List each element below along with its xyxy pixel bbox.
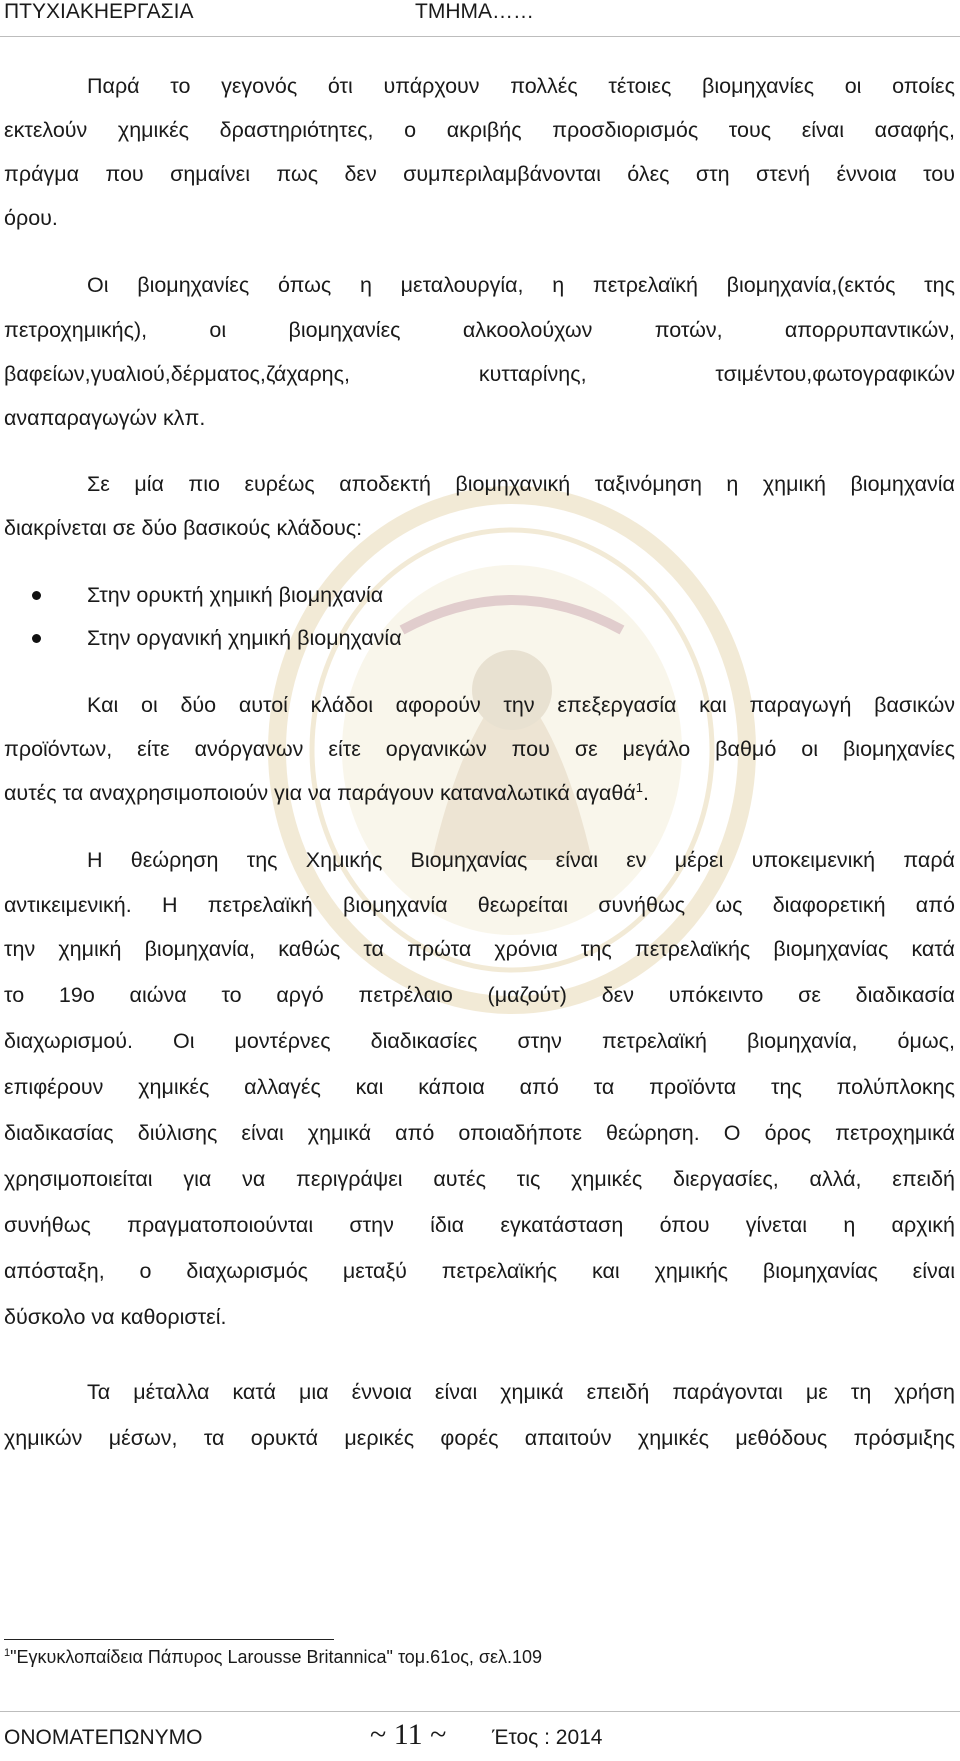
paragraph-2-line-2: πετροχημικής), οι βιομηχανίες αλκοολούχων ποτών, απορρυπαντικών, xyxy=(4,318,955,342)
paragraph-5-line-7: διαδικασίας διύλισης είναι χημικά από οποιαδήποτε θεώρηση. Ο όρος πετροχημικά xyxy=(4,1121,955,1145)
paragraph-2-line-1: Οι βιομηχανίες όπως η μεταλουργία, η πετρελαϊκή βιομηχανία,(εκτός της xyxy=(87,273,955,297)
paragraph-5-line-3: την χημική βιομηχανία, καθώς τα πρώτα χρόνια της πετρελαϊκής βιομηχανίας κατά xyxy=(4,937,955,961)
paragraph-1-line-3: πράγμα που σημαίνει πως δεν συμπεριλαμβάνονται όλες στη στενή έννοια του xyxy=(4,162,955,186)
paragraph-1-line-1: Παρά το γεγονός ότι υπάρχουν πολλές τέτοιες βιομηχανίες οι οποίες xyxy=(87,74,955,98)
footer-divider xyxy=(0,1711,960,1712)
paragraph-5-line-1: Η θεώρηση της Χημικής Βιομηχανίας είναι εν μέρει υποκειμενική παρά xyxy=(87,848,955,872)
paragraph-4-line-3-text: αυτές τα αναχρησιμοποιούν για να παράγουν καταναλωτικά αγαθά xyxy=(4,781,636,805)
paragraph-5-line-6: επιφέρουν χημικές αλλαγές και κάποια από τα προϊόντα της πολύπλοκης xyxy=(4,1075,955,1099)
footnote-reference[interactable]: 1 xyxy=(635,779,643,795)
paragraph-5-line-5: διαχωρισμού. Οι μοντέρνες διαδικασίες στην πετρελαϊκή βιομηχανία, όμως, xyxy=(4,1029,955,1053)
footnote-mark: 1 xyxy=(4,1647,11,1659)
paragraph-6-line-1: Τα μέταλλα κατά μια έννοια είναι χημικά επειδή παράγονται με τη χρήση xyxy=(87,1380,955,1404)
paragraph-5-line-10: απόσταξη, ο διαχωρισμός μεταξύ πετρελαϊκής και χημικής βιομηχανίας είναι xyxy=(4,1259,955,1283)
paragraph-5-line-4: το 19ο αιώνα το αργό πετρέλαιο (μαζούτ) δεν υπόκειντο σε διαδικασία xyxy=(4,983,955,1007)
paragraph-2-line-4: αναπαραγωγών κλπ. xyxy=(4,406,206,430)
paragraph-4-line-1: Και οι δύο αυτοί κλάδοι αφορούν την επεξεργασία και παραγωγή βασικών xyxy=(87,693,955,717)
header-left: ΠΤΥΧΙΑΚΗΕΡΓΑΣΙΑ xyxy=(4,0,194,23)
paragraph-5-line-11: δύσκολο να καθοριστεί. xyxy=(4,1305,227,1329)
footnote-text: "Εγκυκλοπαίδεια Πάπυρος Larousse Britannica" τομ.61ος, σελ.109 xyxy=(10,1647,543,1667)
paragraph-5-line-8: χρησιμοποιείται για να περιγράψει αυτές τις χημικές διεργασίες, αλλά, επειδή xyxy=(4,1167,955,1191)
bullet-text: Στην ορυκτή χημική βιομηχανία xyxy=(87,583,384,607)
paragraph-2-line-3: βαφείων,γυαλιού,δέρματος,ζάχαρης, κυτταρίνης, τσιμέντου,φωτογραφικών xyxy=(4,362,955,386)
paragraph-4-line-2: προϊόντων, είτε ανόργανων είτε οργανικών που σε μεγάλο βαθμό οι βιομηχανίες xyxy=(4,737,955,761)
paragraph-5-line-2: αντικειμενική. Η πετρελαϊκή βιομηχανία θεωρείται συνήθως ως διαφορετική από xyxy=(4,893,955,917)
page-header xyxy=(0,0,960,40)
paragraph-4-line-3 xyxy=(4,776,955,810)
header-divider xyxy=(0,36,960,37)
footnote xyxy=(4,1647,542,1668)
page-footer xyxy=(0,1718,960,1758)
footer-year: Έτος : 2014 xyxy=(492,1726,603,1749)
paragraph-5-line-9: συνήθως πραγματοποιούνται στην ίδια εγκατάσταση όπου γίνεται η αρχική xyxy=(4,1213,955,1237)
paragraph-1-line-4: όρου. xyxy=(4,206,58,230)
bullet-text: Στην οργανική χημική βιομηχανία xyxy=(87,626,402,650)
paragraph-4-trailing: . xyxy=(642,781,649,805)
paragraph-3-line-2: διακρίνεται σε δύο βασικούς κλάδους: xyxy=(4,516,363,540)
paragraph-6-line-2: χημικών μέσων, τα ορυκτά μερικές φορές απαιτούν χημικές μεθόδους πρόσμιξης xyxy=(4,1426,955,1450)
bullet-icon xyxy=(32,634,41,643)
paragraph-3-line-1: Σε μία πιο ευρέως αποδεκτή βιομηχανική ταξινόμηση η χημική βιομηχανία xyxy=(87,472,955,496)
paragraph-1-line-2: εκτελούν χημικές δραστηριότητες, ο ακριβής προσδιορισμός τους είναι ασαφής, xyxy=(4,118,955,142)
header-right: ΤΜΗΜΑ…… xyxy=(415,0,534,23)
footer-author: ΟΝΟΜΑΤΕΠΩΝΥΜΟ xyxy=(4,1726,203,1749)
bullet-icon xyxy=(32,591,41,600)
page-number: ~ 11 ~ xyxy=(370,1718,447,1751)
footnote-divider xyxy=(4,1639,334,1640)
